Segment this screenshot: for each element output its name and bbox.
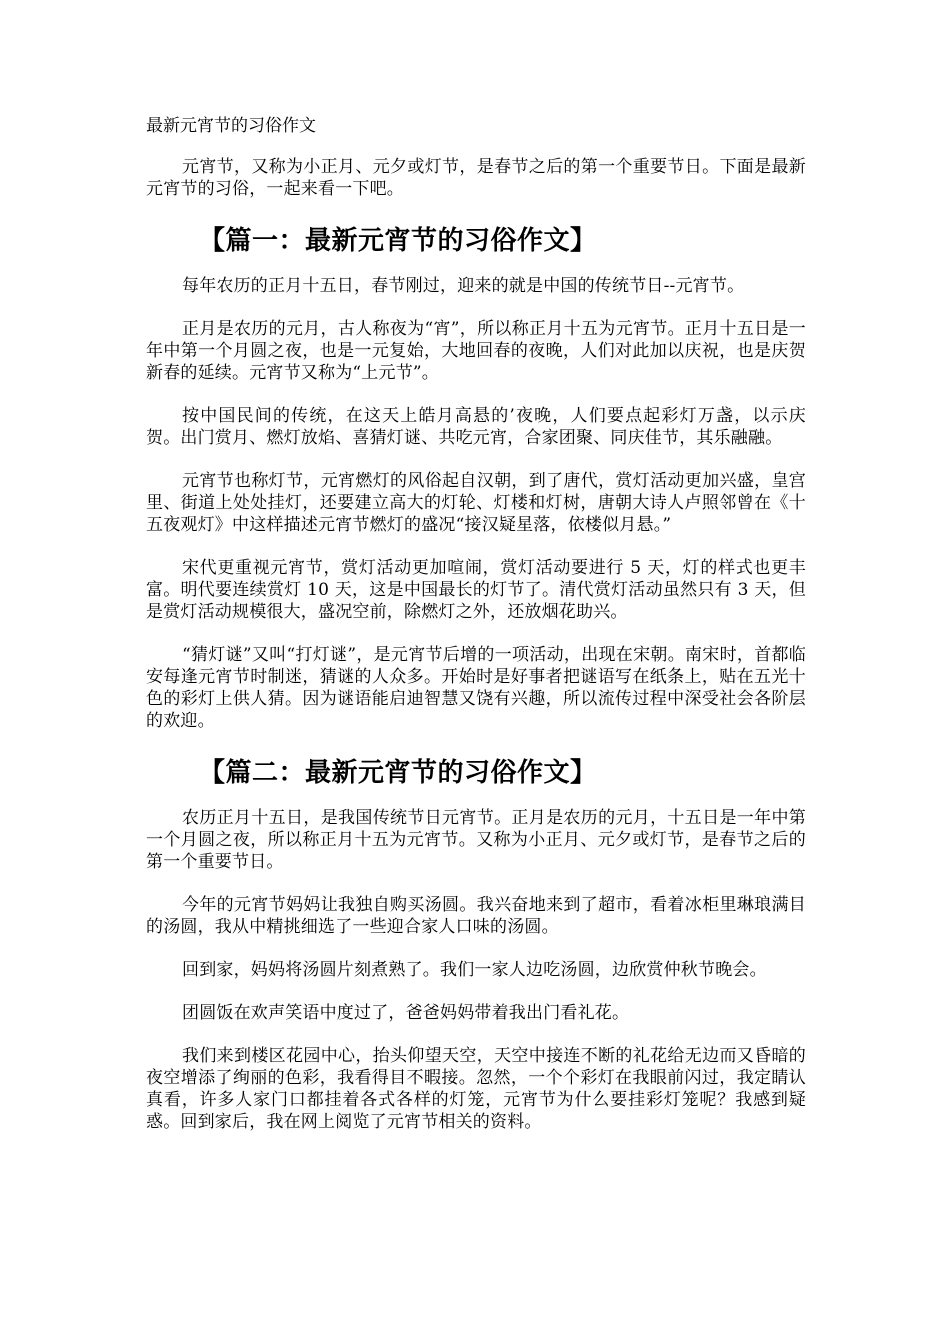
section-one-heading: 【篇一：最新元宵节的习俗作文】: [199, 226, 597, 256]
paragraph: 每年农历的正月十五日，春节刚过，迎来的就是中国的传统节日--元宵节。: [182, 276, 745, 296]
paragraph: 按中国民间的传统，在这天上皓月高悬的’夜晚，人们要点起彩灯万盏，以示庆贺。出门赏月、燃灯放焰、喜猜灯谜、共吃元宵，合家团聚、同庆佳节，其乐融融。: [146, 406, 806, 448]
section-two: [146, 753, 806, 1133]
section-two-heading: 【篇二：最新元宵节的习俗作文】: [199, 758, 597, 788]
paragraph: 正月是农历的元月，古人称夜为“宵”，所以称正月十五为元宵节。正月十五日是一年中第一个月圆之夜，也是一元复始，大地回春的夜晚，人们对此加以庆祝，也是庆贺新春的延续。元宵节又称为“上元节”。: [146, 319, 806, 383]
paragraph: “猜灯谜”又叫“打灯谜”，是元宵节后增的一项活动，出现在宋朝。南宋时，首都临安每逢元宵节时制迷，猜谜的人众多。开始时是好事者把谜语写在纸条上，贴在五光十色的彩灯上供人猜。因为谜语能启迪智慧又饶有兴趣，所以流传过程中深受社会各阶层的欢迎。: [146, 645, 806, 731]
paragraph: 我们来到楼区花园中心，抬头仰望天空，天空中接连不断的礼花给无边而又昏暗的夜空增添了绚丽的色彩，我看得目不暇接。忽然，一个个彩灯在我眼前闪过，我定睛认真看，许多人家门口都挂着各式各样的灯笼，元宵节为什么要挂彩灯笼呢？我感到疑惑。回到家后，我在网上阅览了元宵节相关的资料。: [146, 1046, 806, 1132]
paragraph: 宋代更重视元宵节，赏灯活动更加喧闹，赏灯活动要进行 5 天，灯的样式也更丰富。明代要连续赏灯 10 天，这是中国最长的灯节了。清代赏灯活动虽然只有 3 天，但是赏灯活动规模很大，盛况空前，除燃灯之外，还放烟花助兴。: [146, 558, 806, 622]
paragraph: 农历正月十五日，是我国传统节日元宵节。正月是农历的元月，十五日是一年中第一个月圆之夜，所以称正月十五为元宵节。又称为小正月、元夕或灯节，是春节之后的第一个重要节日。: [146, 808, 806, 872]
paragraph: 元宵节也称灯节，元宵燃灯的风俗起自汉朝，到了唐代，赏灯活动更加兴盛，皇宫里、街道上处处挂灯，还要建立高大的灯轮、灯楼和灯树，唐朝大诗人卢照邻曾在《十五夜观灯》中这样描述元宵节燃灯的盛况“接汉疑星落，依楼似月悬。”: [146, 471, 806, 535]
intro-paragraph: 元宵节，又称为小正月、元夕或灯节，是春节之后的第一个重要节日。下面是最新元宵节的习俗，一起来看一下吧。: [146, 157, 806, 199]
document-page: [146, 112, 806, 1154]
paragraph: 团圆饭在欢声笑语中度过了，爸爸妈妈带着我出门看礼花。: [182, 1003, 630, 1023]
section-one: [146, 221, 806, 732]
paragraph: 今年的元宵节妈妈让我独自购买汤圆。我兴奋地来到了超市，看着冰柜里琳琅满目的汤圆，我从中精挑细选了一些迎合家人口味的汤圆。: [146, 895, 806, 937]
document-title: 最新元宵节的习俗作文: [146, 116, 316, 136]
paragraph: 回到家，妈妈将汤圆片刻煮熟了。我们一家人边吃汤圆，边欣赏仲秋节晚会。: [182, 960, 767, 980]
